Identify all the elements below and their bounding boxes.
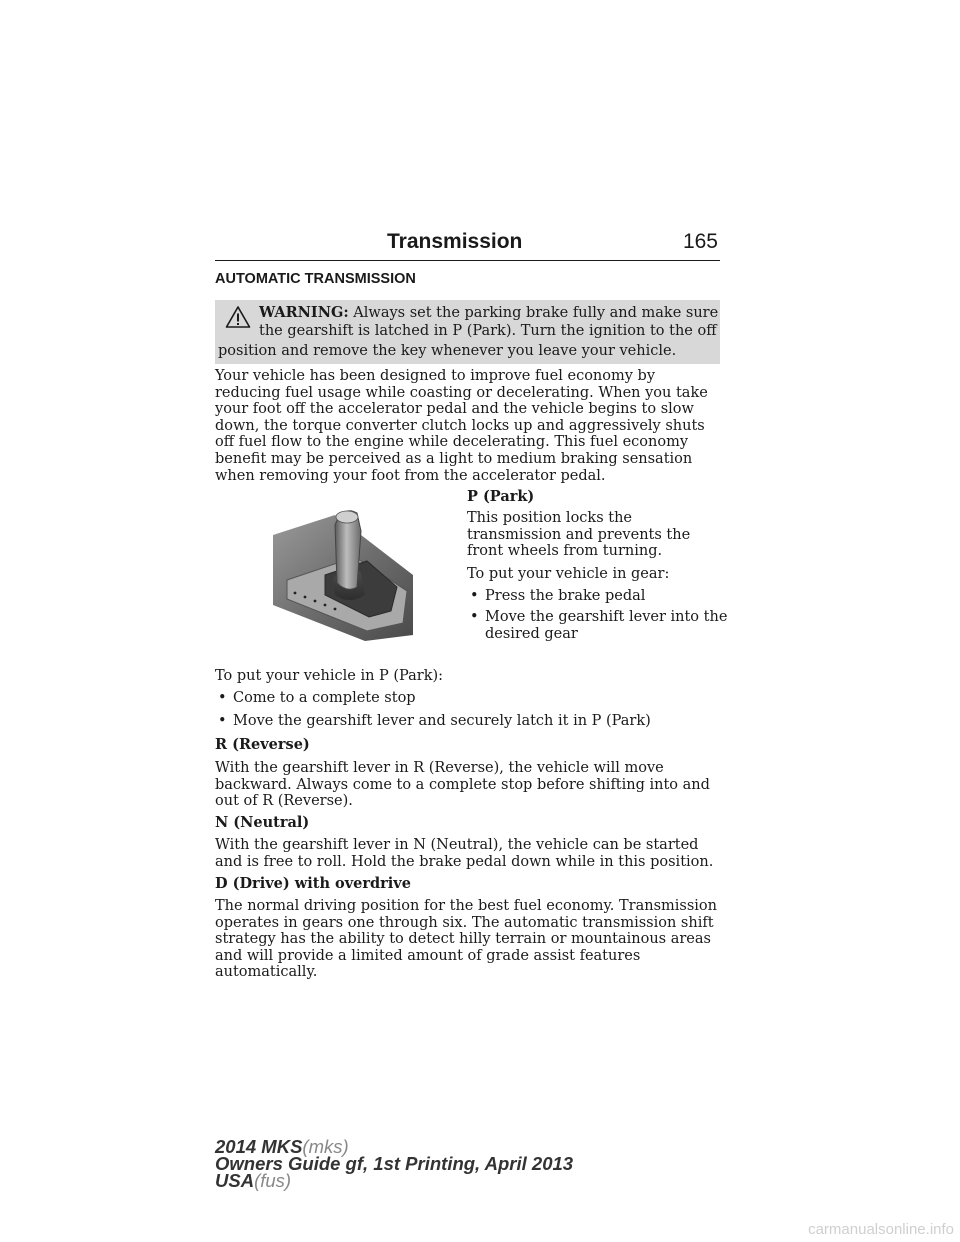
neutral-description: With the gearshift lever in N (Neutral), the vehicle can be started and is free to roll. Hold the brake pedal down while in this position. (215, 837, 714, 870)
bullet-icon: • (470, 609, 479, 625)
gearshift-illustration (265, 495, 415, 645)
drive-heading: D (Drive) with overdrive (215, 875, 411, 892)
warning-text-1: Always set the parking brake fully and make sure (353, 305, 719, 321)
reverse-heading: R (Reverse) (215, 736, 310, 753)
footer-model: 2014 MKS (215, 1136, 303, 1157)
bullet-icon: • (218, 690, 227, 706)
section-title: AUTOMATIC TRANSMISSION (215, 271, 416, 287)
neutral-heading: N (Neutral) (215, 814, 310, 831)
warning-triangle-icon (225, 305, 251, 329)
park-intro: To put your vehicle in P (Park): (215, 668, 444, 684)
footer-market: USA (215, 1170, 255, 1191)
warning-line-2: the gearshift is latched in P (Park). Turn the ignition to the off (259, 323, 717, 339)
list-item-text-cont: desired gear (485, 626, 578, 642)
footer-line-3 (215, 1172, 573, 1189)
watermark: carmanualsonline.info (808, 1221, 954, 1238)
page-header (215, 226, 720, 261)
list-item-text: Come to a complete stop (233, 690, 416, 706)
bullet-icon: • (470, 588, 479, 604)
page-footer (215, 1138, 573, 1189)
warning-line-1 (259, 304, 718, 321)
intro-paragraph: Your vehicle has been designed to improve fuel economy by reducing fuel usage while coasting or decelerating. When you take your foot off the accelerator pedal and the vehicle begins to slow down, the torque converter clutch locks up and aggressively shuts off fuel flow to the engine while decelerating. This fuel economy benefit may be perceived as a light to medium braking sensation when removing your foot from the accelerator pedal. (215, 368, 708, 484)
footer-model-code: (mks) (302, 1136, 349, 1157)
page-number: 165 (682, 230, 718, 253)
chapter-title: Transmission (387, 230, 523, 253)
park-heading: P (Park) (467, 488, 535, 505)
warning-box (215, 300, 720, 364)
warning-line-3: position and remove the key whenever you leave your vehicle. (218, 343, 677, 359)
footer-market-code: (fus) (254, 1170, 292, 1191)
drive-description: The normal driving position for the best fuel economy. Transmission operates in gears one through six. The automatic transmission shift strategy has the ability to detect hilly terrain or mountainous areas and will provide a limited amount of grade assist features automatically. (215, 898, 717, 981)
reverse-description: With the gearshift lever in R (Reverse), the vehicle will move backward. Always come to a complete stop before shifting into and out of R (Reverse). (215, 760, 710, 810)
list-item-text: Press the brake pedal (485, 588, 646, 604)
park-description: This position locks the transmission and prevents the front wheels from turning. (467, 510, 691, 560)
footer-guide: Owners Guide gf, 1st Printing, April 2013 (215, 1153, 574, 1174)
warning-label: WARNING: (259, 304, 349, 321)
bullet-icon: • (218, 713, 227, 729)
list-item-text: Move the gearshift lever and securely latch it in P (Park) (233, 713, 651, 729)
gear-intro: To put your vehicle in gear: (467, 566, 670, 582)
list-item-text: Move the gearshift lever into the (485, 609, 728, 625)
